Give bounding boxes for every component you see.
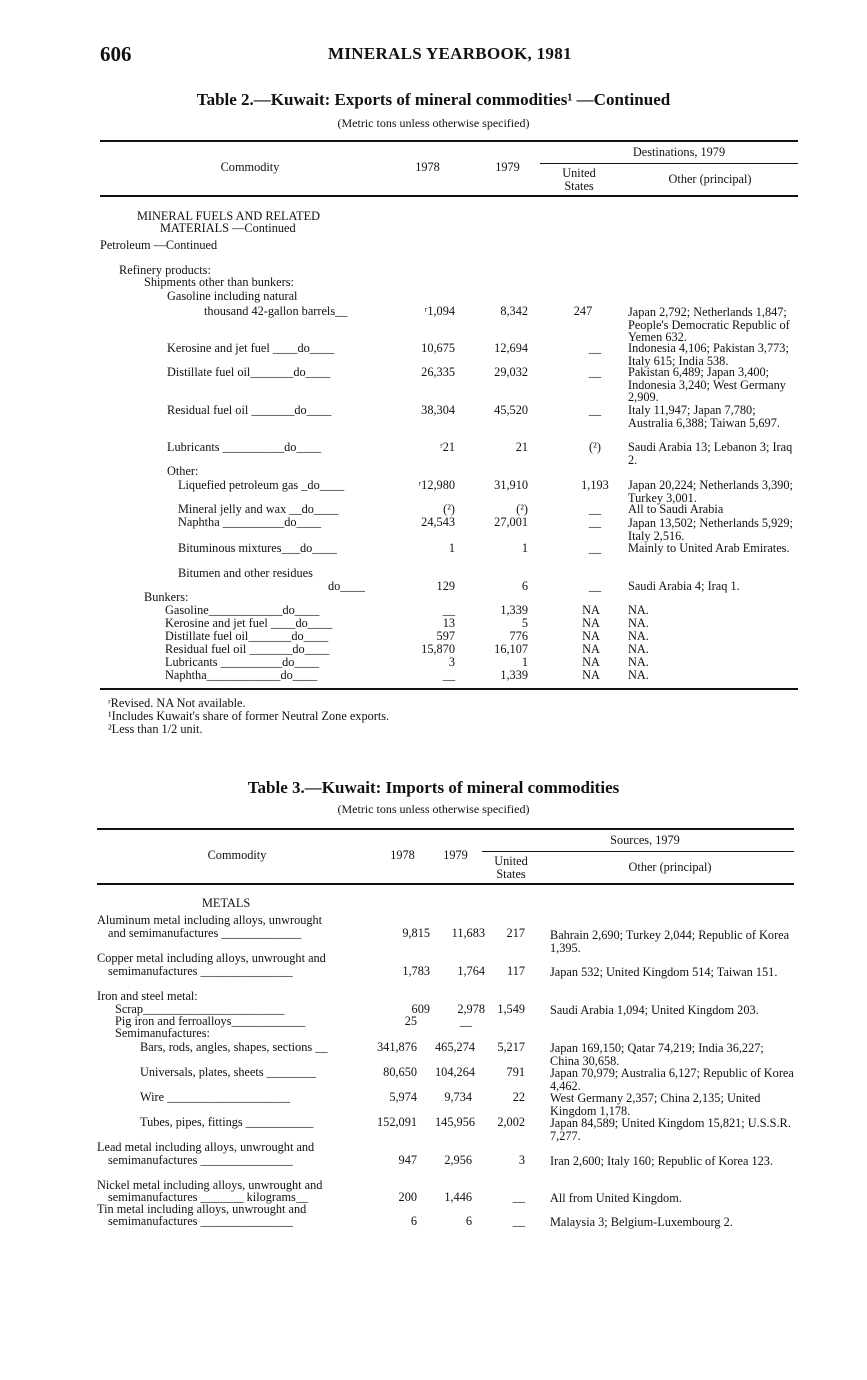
cell-other: NA.: [628, 655, 649, 669]
cell-1978: 152,091: [377, 1115, 417, 1129]
row-label: Bars, rods, angles, shapes, sections __: [140, 1040, 328, 1054]
cell-other: Iran 2,600; Italy 160; Republic of Korea 123.: [550, 1154, 773, 1168]
cell-us: 117: [507, 964, 525, 978]
row-label: Wire ____________________: [140, 1090, 291, 1104]
cell-us: 22: [512, 1090, 525, 1104]
cell-1978: 129: [436, 579, 455, 593]
page-number: 606: [100, 42, 132, 66]
cell-1979: 8,342: [500, 304, 528, 318]
cell-1978: 1,783: [402, 964, 430, 978]
cell-other: Japan 70,979; Australia 6,127; Republic of Korea 4,462.: [550, 1066, 794, 1093]
row-label: semimanufactures _______________: [108, 1214, 293, 1228]
cell-1978: 597: [436, 629, 455, 643]
cell-us: 2,002: [497, 1115, 525, 1129]
cell-us: 247: [573, 304, 593, 318]
table2-title: Table 2.—Kuwait: Exports of mineral commodities¹ —Continued: [196, 90, 671, 109]
col-1979-header: 1979: [495, 160, 520, 174]
row-label: Kerosine and jet fuel ____do____: [165, 616, 333, 630]
cell-us: 3: [518, 1153, 525, 1167]
table2-footnote: ¹Includes Kuwait's share of former Neutral Zone exports.: [108, 709, 390, 723]
cell-other: Japan 13,502; Netherlands 5,929; Italy 2,516.: [628, 516, 793, 543]
cell-other: Mainly to United Arab Emirates.: [628, 541, 790, 555]
section-heading: MINERAL FUELS AND RELATED: [137, 209, 320, 223]
cell-us: NA: [582, 616, 600, 630]
row-heading: Aluminum metal including alloys, unwrought: [97, 913, 323, 927]
cell-1979: 776: [509, 629, 528, 643]
cell-1978: 15,870: [421, 642, 455, 656]
cell-other: Saudi Arabia 13; Lebanon 3; Iraq 2.: [628, 440, 793, 467]
col-us-header: United States: [494, 854, 528, 881]
cell-1978: 1: [448, 541, 455, 555]
cell-1978: 10,675: [421, 341, 455, 355]
cell-1979: 104,264: [435, 1065, 475, 1079]
cell-us: NA: [582, 629, 600, 643]
col-destinations-header: Destinations, 1979: [632, 145, 726, 159]
subheading: Bitumen and other residues: [178, 566, 313, 580]
cell-us: __: [588, 341, 602, 355]
cell-other: NA.: [628, 629, 649, 643]
cell-other: All to Saudi Arabia: [628, 502, 724, 516]
cell-other: Pakistan 6,489; Japan 3,400; Indonesia 3,240; West Germany 2,909.: [628, 365, 786, 404]
cell-1979: 1,339: [500, 668, 528, 682]
table2-footnote: ʳRevised. NA Not available.: [108, 696, 246, 710]
cell-other: All from United Kingdom.: [550, 1191, 682, 1205]
row-label: semimanufactures _______ kilograms__: [108, 1190, 309, 1204]
cell-1979: 6: [465, 1214, 472, 1228]
cell-us: 217: [506, 926, 525, 940]
cell-other: Japan 20,224; Netherlands 3,390; Turkey 3,001.: [628, 478, 793, 505]
cell-other: Italy 11,947; Japan 7,780; Australia 6,388; Taiwan 5,697.: [628, 403, 780, 430]
cell-1978: ʳ21: [440, 440, 455, 454]
cell-1978: 80,650: [383, 1065, 417, 1079]
cell-us: NA: [582, 668, 600, 682]
section-heading-cont: MATERIALS —Continued: [160, 221, 296, 235]
subheading: Bunkers:: [144, 590, 189, 604]
row-label: Gasoline____________do____: [165, 603, 320, 617]
cell-1979: (²): [516, 502, 528, 516]
cell-1978: 38,304: [421, 403, 455, 417]
cell-1979: 1,764: [457, 964, 485, 978]
table2-subtitle: (Metric tons unless otherwise specified): [337, 116, 530, 130]
row-label: Liquefied petroleum gas _do____: [178, 478, 345, 492]
row-label: Distillate fuel oil_______do____: [167, 365, 331, 379]
row-heading: Lead metal including alloys, unwrought and: [97, 1140, 315, 1154]
cell-1978: 13: [442, 616, 455, 630]
table2-footnote: ²Less than 1/2 unit.: [108, 722, 203, 736]
cell-other: Malaysia 3; Belgium-Luxembourg 2.: [550, 1215, 733, 1229]
row-label: Kerosine and jet fuel ____do____: [167, 341, 335, 355]
row-heading: Nickel metal including alloys, unwrought and: [97, 1178, 323, 1192]
running-head: MINERALS YEARBOOK, 1981: [328, 44, 572, 63]
cell-1978: ʳ1,094: [424, 304, 455, 318]
cell-1979: 1,339: [500, 603, 528, 617]
cell-us: NA: [582, 603, 600, 617]
cell-other: Japan 532; United Kingdom 514; Taiwan 151.: [550, 965, 778, 979]
cell-1979: 1: [521, 541, 528, 555]
cell-1979: __: [459, 1014, 472, 1028]
row-label: Residual fuel oil _______do____: [165, 642, 330, 656]
cell-other: NA.: [628, 603, 649, 617]
cell-1978: 6: [410, 1214, 417, 1228]
cell-us: 791: [506, 1065, 525, 1079]
cell-other: Japan 2,792; Netherlands 1,847; People's Democratic Republic of Yemen 632.: [628, 305, 790, 344]
row-heading: Iron and steel metal:: [97, 989, 198, 1003]
cell-other: Japan 169,150; Qatar 74,219; India 36,227; China 30,658.: [550, 1041, 764, 1068]
cell-1978: ʳ12,980: [418, 478, 455, 492]
cell-1978: 26,335: [421, 365, 455, 379]
cell-us: __: [512, 1190, 525, 1204]
row-label: thousand 42-gallon barrels__: [204, 304, 348, 318]
cell-us: 1,549: [497, 1002, 525, 1016]
col-other-header: Other (principal): [628, 860, 712, 874]
row-label: Tubes, pipes, fittings ___________: [140, 1115, 314, 1129]
section-heading: METALS: [202, 896, 251, 910]
row-label: Lubricants __________do____: [165, 655, 320, 669]
col-1978-header: 1978: [390, 848, 415, 862]
cell-1979: 2,978: [457, 1002, 485, 1016]
row-label: semimanufactures _______________: [108, 1153, 293, 1167]
cell-other: Saudi Arabia 1,094; United Kingdom 203.: [550, 1003, 759, 1017]
cell-1978: 5,974: [389, 1090, 417, 1104]
col-sources-header: Sources, 1979: [610, 833, 680, 847]
cell-1978: 9,815: [402, 926, 430, 940]
cell-us: 5,217: [497, 1040, 525, 1054]
row-heading: Semimanufactures:: [115, 1026, 210, 1040]
cell-1979: 2,956: [444, 1153, 472, 1167]
col-commodity-header: Commodity: [207, 848, 267, 862]
subheading: Gasoline including natural: [167, 289, 298, 303]
col-other-header: Other (principal): [668, 172, 752, 186]
cell-1979: 1: [521, 655, 528, 669]
row-label: Lubricants __________do____: [167, 440, 322, 454]
cell-1979: 6: [521, 579, 528, 593]
cell-1979: 11,683: [451, 926, 485, 940]
col-commodity-header: Commodity: [220, 160, 280, 174]
cell-1979: 31,910: [494, 478, 528, 492]
row-label: semimanufactures _______________: [108, 964, 293, 978]
cell-1979: 5: [521, 616, 528, 630]
cell-us: NA: [582, 642, 600, 656]
subheading: Refinery products:: [119, 263, 211, 277]
table3-top-rule: [97, 828, 794, 830]
row-label: Mineral jelly and wax __do____: [178, 502, 339, 516]
cell-us: __: [588, 502, 602, 516]
cell-us: __: [512, 1214, 525, 1228]
row-label: Naphtha __________do____: [178, 515, 322, 529]
cell-other: Indonesia 4,106; Pakistan 3,773; Italy 615; India 538.: [628, 341, 789, 368]
row-label: Naphtha____________do____: [165, 668, 318, 682]
cell-1979: 21: [515, 440, 528, 454]
table3-header-rule: [97, 883, 794, 885]
col-1979-header: 1979: [443, 848, 468, 862]
cell-1978: 25: [404, 1014, 417, 1028]
cell-1979: 465,274: [435, 1040, 475, 1054]
row-heading: Tin metal including alloys, unwrought and: [97, 1202, 307, 1216]
cell-1978: 341,876: [377, 1040, 417, 1054]
cell-1979: 145,956: [435, 1115, 475, 1129]
cell-other: NA.: [628, 642, 649, 656]
row-label: do____: [328, 579, 365, 593]
cell-us: NA: [582, 655, 600, 669]
cell-1978: 947: [398, 1153, 417, 1167]
subheading: Other:: [167, 464, 199, 478]
row-label: Bituminous mixtures___do____: [178, 541, 337, 555]
cell-1979: 1,446: [444, 1190, 472, 1204]
row-heading: Copper metal including alloys, unwrought and: [97, 951, 326, 965]
cell-us: __: [588, 515, 602, 529]
cell-us: __: [588, 403, 602, 417]
cell-other: Bahrain 2,690; Turkey 2,044; Republic of Korea 1,395.: [550, 928, 790, 955]
cell-us: __: [588, 579, 602, 593]
table3-sources-rule: [482, 851, 794, 852]
row-label: Residual fuel oil _______do____: [167, 403, 332, 417]
cell-other: Saudi Arabia 4; Iraq 1.: [628, 579, 740, 593]
subheading: Shipments other than bunkers:: [144, 275, 294, 289]
cell-1979: 29,032: [494, 365, 528, 379]
cell-other: NA.: [628, 616, 649, 630]
row-label: Pig iron and ferroalloys____________: [115, 1014, 306, 1028]
cell-1978: (²): [443, 502, 455, 516]
row-label: Universals, plates, sheets ________: [140, 1065, 316, 1079]
cell-1979: 9,734: [444, 1090, 472, 1104]
cell-1979: 45,520: [494, 403, 528, 417]
cell-1978: 24,543: [421, 515, 455, 529]
cell-1978: 609: [411, 1002, 430, 1016]
row-label: Scrap_______________________: [115, 1002, 285, 1016]
cell-other: West Germany 2,357; China 2,135; United Kingdom 1,178.: [550, 1091, 761, 1118]
col-us-header: United States: [562, 166, 596, 193]
cell-us: __: [588, 541, 602, 555]
cell-1978: __: [442, 668, 455, 682]
cell-us: __: [588, 365, 602, 379]
table3-title: Table 3.—Kuwait: Imports of mineral commodities: [247, 778, 620, 797]
group-heading: Petroleum —Continued: [100, 238, 218, 252]
col-1978-header: 1978: [415, 160, 440, 174]
cell-1978: 3: [448, 655, 455, 669]
cell-1979: 16,107: [494, 642, 528, 656]
cell-us: (²): [589, 440, 601, 454]
cell-1979: 12,694: [494, 341, 528, 355]
cell-us: 1,193: [581, 478, 609, 492]
cell-1978: __: [442, 603, 455, 617]
row-label: Distillate fuel oil_______do____: [165, 629, 329, 643]
cell-1979: 27,001: [494, 515, 528, 529]
cell-other: NA.: [628, 668, 649, 682]
cell-1978: 200: [398, 1190, 417, 1204]
table3-subtitle: (Metric tons unless otherwise specified): [337, 802, 530, 816]
row-label: and semimanufactures _____________: [108, 926, 302, 940]
cell-other: Japan 84,589; United Kingdom 15,821; U.S.S.R. 7,277.: [550, 1116, 791, 1143]
